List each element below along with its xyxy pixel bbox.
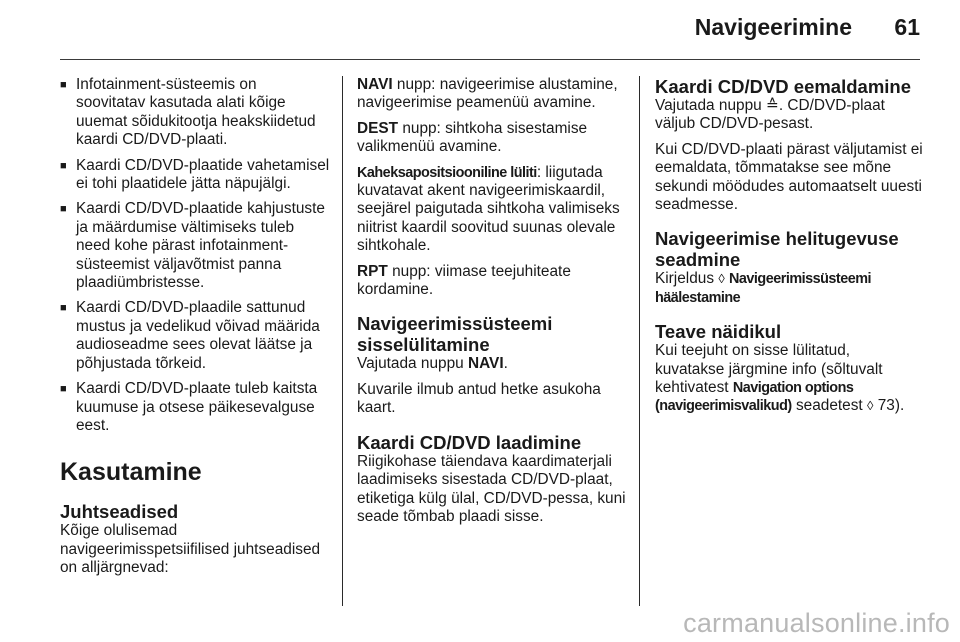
bullet-square-icon: ■ [60,159,67,172]
page-header [60,14,920,50]
navi-label: NAVI [357,76,393,93]
reference-arrow-icon: ◊ [718,271,725,287]
rpt-label: RPT [357,262,388,280]
bullet-square-icon: ■ [60,302,67,315]
dest-label: DEST [357,119,399,137]
bullet-square-icon: ■ [60,203,67,216]
watermark: carmanualsonline.info [683,608,950,638]
display-info-text: Kui teejuht on sisse lülitatud, kuvatakse järgmine info (sõltuvalt kehtivatest Navigation options (navigeerimisvalikud) seadetest ◊ 73). [655,342,905,415]
switch-description: Kaheksapositsiooniline lüliti: liigutada kuvatavat akent navigeerimiskaardil, seejärel paigutada sihtkoha valimiseks niitrist kaardil soovitud suunas olevale sihtkohale. [357,163,620,255]
navi-button-ref: NAVI [467,355,504,373]
reference-arrow-icon: ◊ [866,398,874,414]
load-disc-text: Riigikohase täiendava kaardimaterjali laadimiseks sisestada CD/DVD-plaat, etiketiga külg ülal, CD/DVD-pessa, kuni seade tõmbab plaadi sisse. [357,452,626,525]
bullet-item: ■ Kaardi CD/DVD-plaadile sattunud mustus ja vedelikud võivad määrida audioseadme sees olevat läätse ja põhjustada tõrkeid. [60,299,320,372]
rpt-description: RPT nupp: viimase teejuhiteate kordamine. [357,262,571,299]
eject-icon: ≙ [765,97,779,114]
header-rule [60,59,920,60]
bullet-square-icon: ■ [60,383,67,396]
column-divider-2 [639,76,640,606]
section-heading-eject-disc: Kaardi CD/DVD eemaldamine [655,76,912,97]
eject-disc-text: Vajutada nuppu ≙. CD/DVD-plaat väljub CD/DVD-pesast. [655,97,885,133]
section-heading-display-info: Teave näidikul [655,321,782,343]
volume-reference: Navigeerimissüsteemi häälestamine [655,271,872,306]
controls-intro: Kõige olulisemad navigeerimisspetsiifilised juhtseadised on alljärgnevad: [60,522,321,577]
bullet-item: ■ Kaardi CD/DVD-plaatide vahetamisel ei tohi plaatidele jätta näpujälgi. [60,156,330,193]
bullet-item: ■ Infotainment-süsteemis on soovitatav kasutada alati kõige uuemat sõidukitootja heakskiidetud kaardi CD/DVD-plaati. [60,76,316,149]
power-on-text: Vajutada nuppu NAVI. [357,355,508,373]
bullet-item: ■ Kaardi CD/DVD-plaate tuleb kaitsta kuumuse ja otsese päikesevalguse eest. [60,380,318,434]
page-number: 61 [894,14,920,40]
section-heading-volume: Navigeerimise helitugevuse seadmine [655,228,899,271]
power-on-text-2: Kuvarile ilmub antud hetke asukoha kaart. [357,380,601,417]
dest-description: DEST nupp: sihtkoha sisestamise valikmenüü avamine. [357,119,588,156]
bullet-square-icon: ■ [60,79,67,91]
volume-text: Kirjeldus ◊ Navigeerimissüsteemi häälestamine [655,270,872,306]
column-divider-1 [342,76,343,606]
column-2 [357,76,627,533]
section-heading-load-disc: Kaardi CD/DVD laadimine [357,431,582,453]
navi-description: NAVI nupp: navigeerimise alustamine, navigeerimise peamenüü avamine. [357,76,618,112]
column-1 [60,76,330,585]
eject-disc-text-2: Kui CD/DVD-plaati pärast väljutamist ei eemaldata, tõmmatakse see mõne sekundi möödudes automaatselt uuesti seadmesse. [655,140,923,214]
navigation-options-reference: Navigation options (navigeerimisvalikud) [655,380,854,415]
column-3 [655,76,923,423]
switch-label: Kaheksapositsiooniline lüliti [357,164,537,181]
subheading-juhtseadised: Juhtseadised [60,501,179,523]
page-title: Navigeerimine [694,14,852,40]
section-heading-kasutamine: Kasutamine [60,458,202,487]
section-heading-power-on: Navigeerimissüsteemi sisselülitamine [357,313,553,356]
bullet-item: ■ Kaardi CD/DVD-plaatide kahjustuste ja määrdumise vältimiseks tuleb need kohe pärast infotainment-süsteemist väljavõtmist panna plaadiümbristesse. [60,200,325,292]
